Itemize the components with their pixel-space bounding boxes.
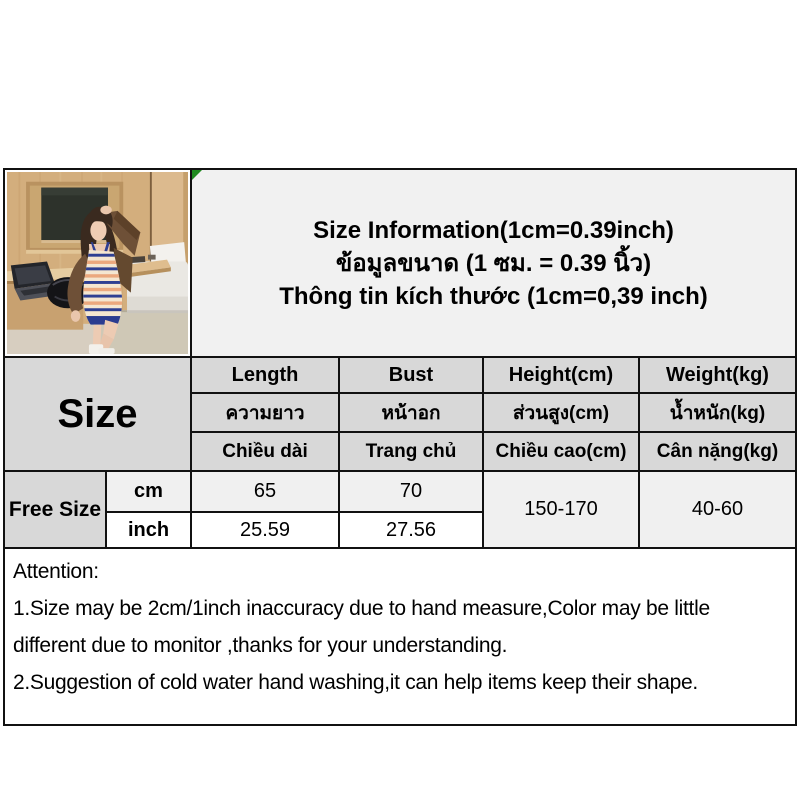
attention-line-3: 2.Suggestion of cold water hand washing,it can help items keep their shape. (13, 671, 698, 694)
attention-line-1: 1.Size may be 2cm/1inch inaccuracy due to hand measure,Color may be little (13, 597, 710, 620)
value-length-inch: 25.59 (192, 513, 338, 547)
size-corner-label: Size (5, 358, 190, 470)
value-bust-cm: 70 (340, 472, 482, 511)
value-length-cm: 65 (192, 472, 338, 511)
attention-line-2: different due to monitor ,thanks for your understanding. (13, 634, 508, 657)
row-label-free-size: Free Size (5, 472, 105, 547)
col-header-height-th: ส่วนสูง(cm) (484, 394, 638, 431)
col-header-weight-vi: Cân nặng(kg) (640, 433, 795, 470)
value-weight-range: 40-60 (640, 472, 795, 547)
value-bust-inch: 27.56 (340, 513, 482, 547)
title-vietnamese: Thông tin kích thước (1cm=0,39 inch) (279, 282, 708, 310)
col-header-weight-en: Weight(kg) (640, 358, 795, 392)
size-information-header (192, 170, 795, 356)
col-header-length-th: ความยาว (192, 394, 338, 431)
col-header-bust-th: หน้าอก (340, 394, 482, 431)
title-english: Size Information(1cm=0.39inch) (313, 216, 674, 244)
unit-label-cm: cm (107, 472, 190, 511)
value-height-range: 150-170 (484, 472, 638, 547)
attention-note (5, 549, 795, 724)
col-header-bust-en: Bust (340, 358, 482, 392)
product-photo (5, 170, 190, 356)
col-header-height-vi: Chiều cao(cm) (484, 433, 638, 470)
col-header-length-en: Length (192, 358, 338, 392)
cell-marker-triangle-icon (192, 170, 202, 180)
title-thai: ข้อมูลขนาด (1 ซม. = 0.39 นิ้ว) (335, 249, 652, 277)
product-photo-art (7, 172, 188, 354)
attention-heading: Attention: (13, 560, 99, 583)
col-header-bust-vi: Trang chủ (340, 433, 482, 470)
col-header-height-en: Height(cm) (484, 358, 638, 392)
col-header-length-vi: Chiều dài (192, 433, 338, 470)
size-chart-sheet (3, 168, 797, 726)
unit-label-inch: inch (107, 513, 190, 547)
col-header-weight-th: น้ำหนัก(kg) (640, 394, 795, 431)
